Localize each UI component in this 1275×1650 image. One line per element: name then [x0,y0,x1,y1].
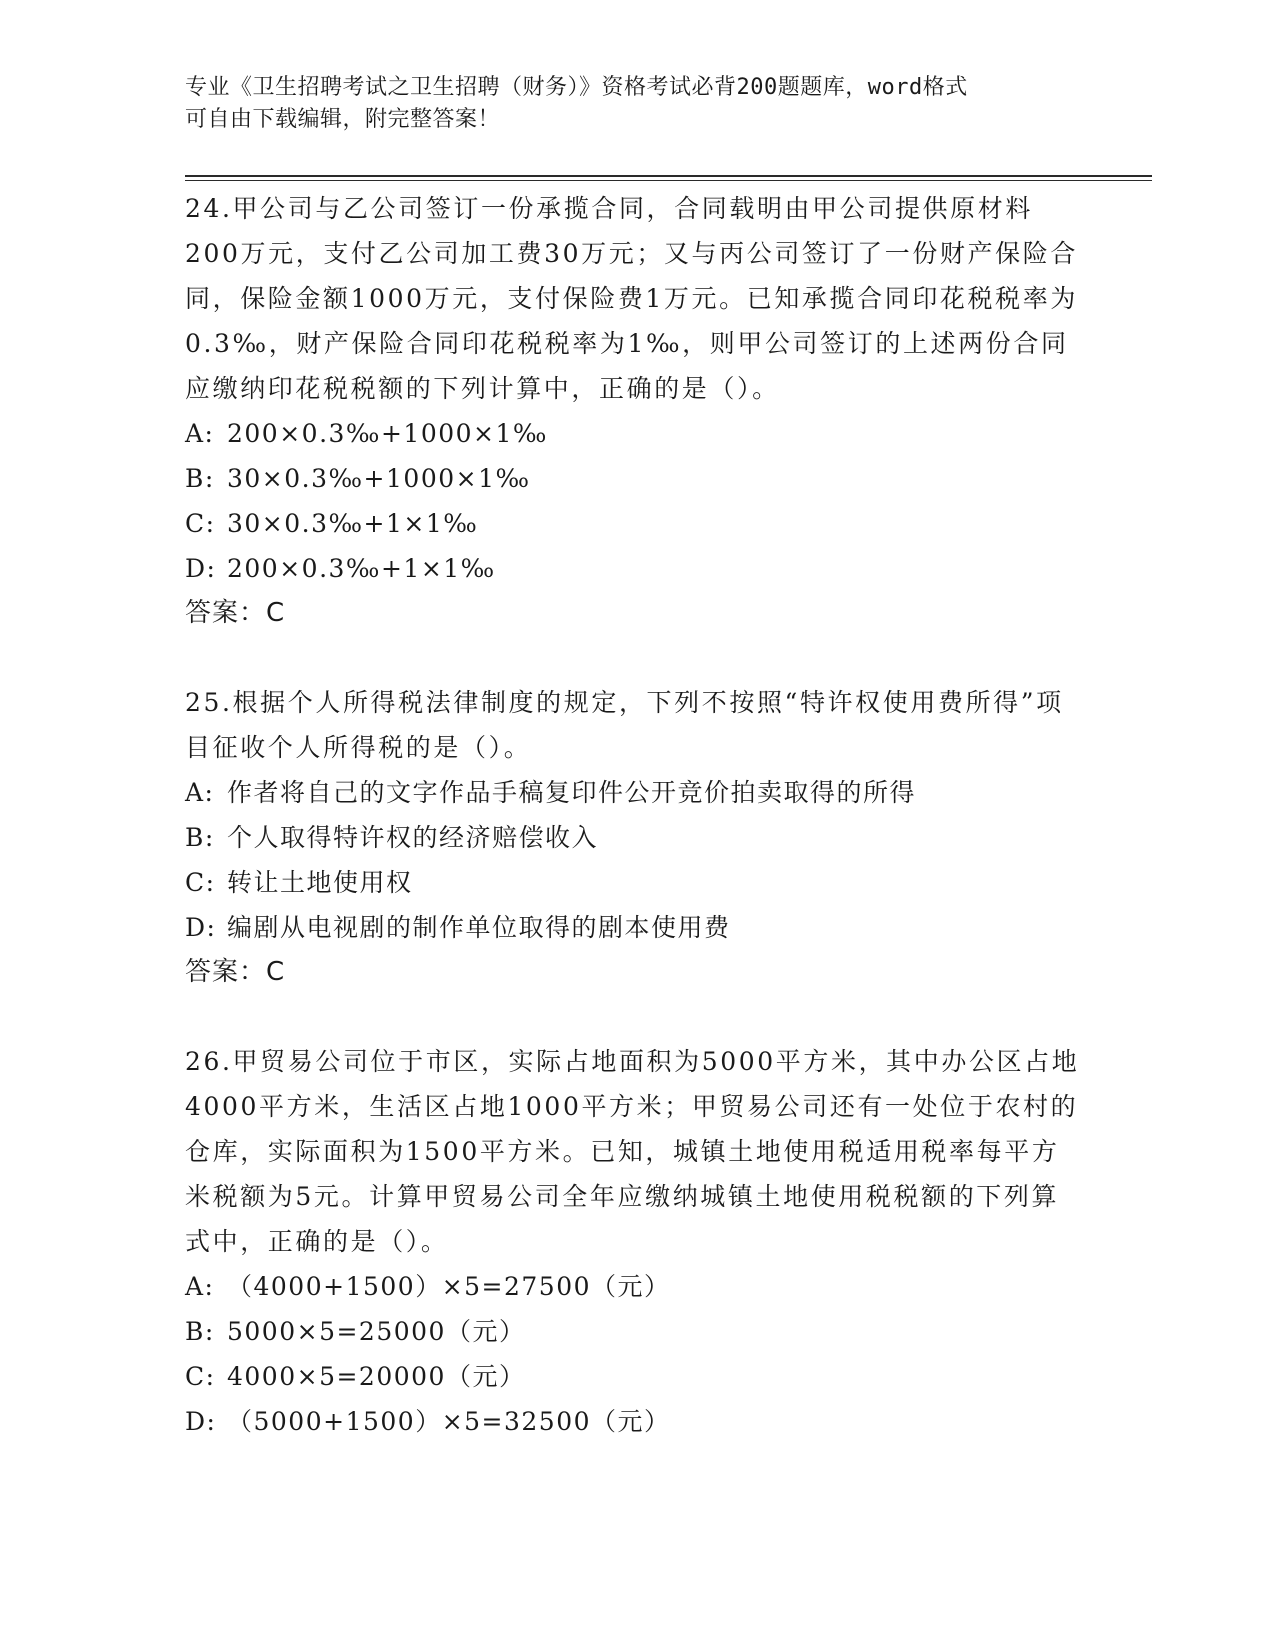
option-key: D: [185,554,217,583]
answer-line: 答案：C [185,957,286,987]
option-key: D: [185,913,217,942]
option-a [185,770,1085,815]
option-key: A: [185,419,215,448]
question-25 [185,680,1085,995]
option-a [185,411,1085,456]
option-d [185,905,1085,950]
option-text: 200×0.3‰+1×1‰ [227,554,496,583]
option-text: 200×0.3‰+1000×1‰ [227,419,548,448]
header-line-2: 可自由下载编辑，附完整答案！ [185,107,501,132]
option-text: 转让土地使用权 [227,868,413,897]
option-c [185,860,1085,905]
option-key: B: [185,823,215,852]
option-key: A: [185,1272,215,1301]
option-key: D: [185,1407,217,1436]
option-b [185,815,1085,860]
question-spacer [185,995,1085,1039]
option-d [185,1399,1085,1444]
option-text: （4000+1500）×5=27500（元） [227,1272,671,1301]
option-key: B: [185,1317,215,1346]
question-stem: 24.甲公司与乙公司签订一份承揽合同，合同载明由甲公司提供原材料200万元，支付乙公司加工费30万元；又与丙公司签订了一份财产保险合同，保险金额1000万元，支付保险费1万元。已知承揽合同印花税税率为0.3‰，财产保险合同印花税税率为1‰，则甲公司签订的上述两份合同应缴纳印花税税额的下列计算中，正确的是（）。 [185,194,1078,403]
document-header [185,72,1085,136]
header-divider-thick [185,175,1152,177]
option-key: C: [185,509,216,538]
header-divider-thin [185,180,1152,181]
option-d [185,546,1085,591]
option-a [185,1264,1085,1309]
question-spacer [185,636,1085,680]
option-b [185,456,1085,501]
option-text: 编剧从电视剧的制作单位取得的剧本使用费 [227,913,731,942]
option-text: 4000×5=20000（元） [227,1362,526,1391]
option-text: 5000×5=25000（元） [227,1317,526,1346]
option-key: B: [185,464,215,493]
option-b [185,1309,1085,1354]
option-text: 个人取得特许权的经济赔偿收入 [227,823,599,852]
question-stem: 26.甲贸易公司位于市区，实际占地面积为5000平方米，其中办公区占地4000平方米，生活区占地1000平方米；甲贸易公司还有一处位于农村的仓库，实际面积为1500平方米。已知，城镇土地使用税适用税率每平方米税额为5元。计算甲贸易公司全年应缴纳城镇土地使用税税额的下列算式中，正确的是（）。 [185,1047,1080,1256]
header-line-1: 专业《卫生招聘考试之卫生招聘（财务）》资格考试必背200题题库，word格式 [185,75,968,100]
option-text: （5000+1500）×5=32500（元） [227,1407,671,1436]
question-stem: 25.根据个人所得税法律制度的规定，下列不按照“特许权使用费所得”项目征收个人所得税的是（）。 [185,688,1064,762]
option-text: 作者将自己的文字作品手稿复印件公开竞价拍卖取得的所得 [227,778,917,807]
question-26 [185,1039,1085,1444]
option-c [185,1354,1085,1399]
option-key: C: [185,868,216,897]
option-key: C: [185,1362,216,1391]
option-c [185,501,1085,546]
option-text: 30×0.3‰+1×1‰ [227,509,479,538]
question-24 [185,186,1085,636]
question-list [185,186,1085,1444]
option-key: A: [185,778,215,807]
answer-line: 答案：C [185,598,286,628]
option-text: 30×0.3‰+1000×1‰ [227,464,531,493]
